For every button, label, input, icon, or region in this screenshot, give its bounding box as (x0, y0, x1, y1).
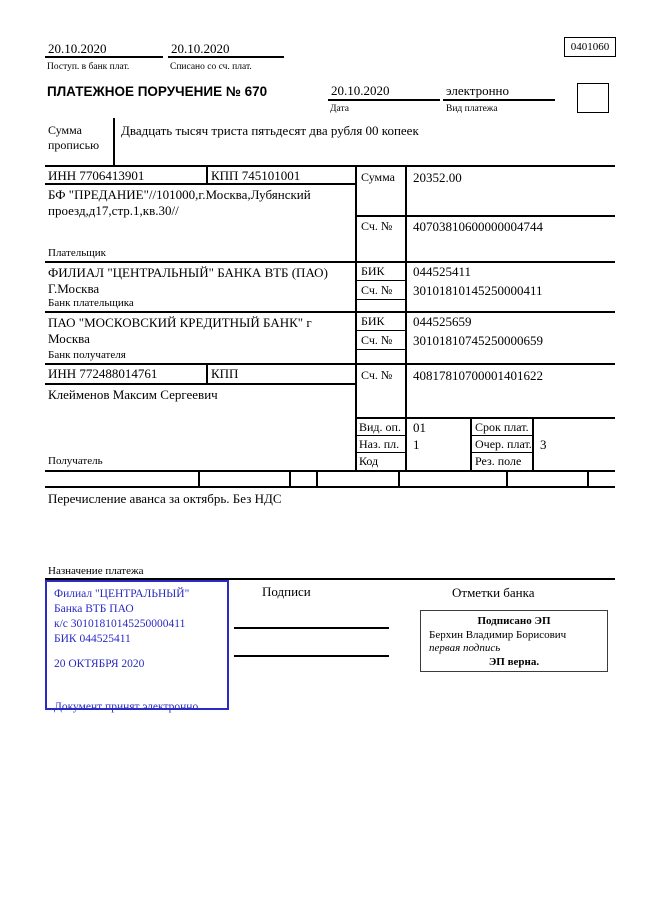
table-line (355, 417, 615, 419)
sum-value: 20352.00 (413, 170, 462, 185)
due-date-label: Срок плат. (475, 420, 529, 434)
document-title: ПЛАТЕЖНОЕ ПОРУЧЕНИЕ № 670 (47, 84, 268, 99)
tax-row-divider (587, 470, 589, 486)
debited-label: Списано со сч. плат. (170, 62, 252, 72)
payment-purpose-text: Перечисление аванса за октябрь. Без НДС (48, 491, 282, 506)
receiver-label: Получатель (48, 455, 103, 467)
payment-kind-underline (443, 99, 555, 101)
ep-verified: ЭП верна. (488, 655, 540, 668)
stamp-bank-name: Филиал "ЦЕНТРАЛЬНЫЙ" Банка ВТБ ПАО (54, 588, 190, 615)
payment-kind-label: Вид платежа (446, 104, 498, 114)
stamp-spacer (54, 647, 220, 657)
ep-signature-kind: первая подпись (429, 642, 501, 654)
debited-date-underline (168, 56, 284, 58)
table-divider (355, 165, 357, 470)
received-in-bank-label: Поступ. в банк плат. (47, 62, 130, 72)
table-line (355, 435, 405, 436)
receiver-account-label: Сч. № (361, 368, 393, 382)
ep-title: Подписано ЭП (477, 615, 551, 627)
receiver-bank-label: Банк получателя (48, 349, 126, 361)
payer-bank-label: Банк плательщика (48, 297, 134, 309)
amount-words-divider (113, 118, 115, 165)
table-divider (470, 417, 472, 470)
receiver-account-value: 40817810700001401622 (413, 368, 543, 383)
table-line (355, 215, 615, 217)
stamp-corr-account: к/с 30101810145250000411 (54, 618, 186, 630)
bank-acceptance-stamp (45, 580, 229, 713)
table-line (45, 165, 615, 167)
receiver-inn: ИНН 772488014761 (48, 366, 158, 381)
priority-value: 3 (540, 437, 547, 452)
amount-in-words-label: Сумма прописью (48, 123, 100, 152)
receiver-bank-bik-label: БИК (361, 314, 385, 328)
purpose-kind-value: 1 (413, 437, 420, 452)
tax-row-divider (289, 470, 291, 486)
tax-row-divider (198, 470, 200, 486)
stamp-note: Документ принят электронно (54, 701, 199, 713)
document-date-label: Дата (330, 104, 349, 114)
table-line (45, 486, 615, 488)
table-line (355, 349, 405, 350)
amount-in-words-value: Двадцать тысяч триста пятьдесят два рубля 00 копеек (121, 123, 419, 138)
payer-kpp: КПП 745101001 (211, 168, 301, 183)
receiver-kpp: КПП (211, 366, 239, 381)
receiver-bank-bik-value: 044525659 (413, 314, 472, 329)
table-line (355, 330, 405, 331)
table-line (45, 311, 615, 313)
payment-kind-value: электронно (446, 83, 510, 98)
document-date: 20.10.2020 (331, 83, 390, 98)
table-divider (532, 417, 534, 470)
payer-name: БФ "ПРЕДАНИЕ"//101000,г.Москва,Лубянский проезд,д17,стр.1,кв.30// (48, 187, 311, 218)
priority-label: Очер. плат. (475, 437, 532, 451)
table-line (45, 383, 355, 385)
reserve-field-label: Рез. поле (475, 454, 522, 468)
payer-bank-bik-label: БИК (361, 264, 385, 278)
payer-bank-name: ФИЛИАЛ "ЦЕНТРАЛЬНЫЙ" БАНКА ВТБ (ПАО) Г.Москва (48, 265, 328, 296)
receiver-bank-account-label: Сч. № (361, 333, 393, 347)
tax-row-divider (316, 470, 318, 486)
table-divider (405, 165, 407, 470)
table-line (45, 470, 615, 472)
payer-bank-bik-value: 044525411 (413, 264, 472, 279)
table-line (470, 452, 532, 453)
form-code-box: 0401060 (564, 37, 616, 57)
payer-label: Плательщик (48, 247, 106, 259)
stamp-spacer (54, 672, 220, 700)
received-date-underline (45, 56, 163, 58)
sum-label: Сумма (361, 170, 395, 184)
payment-purpose-label: Назначение платежа (48, 565, 144, 577)
payer-bank-account-value: 30101810145250000411 (413, 283, 543, 298)
payer-account-value: 40703810600000004744 (413, 219, 543, 234)
code-label: Код (359, 454, 379, 468)
payer-inn: ИНН 7706413901 (48, 168, 145, 183)
document-date-underline (328, 99, 440, 101)
table-line (355, 280, 405, 281)
op-kind-value: 01 (413, 420, 426, 435)
status-checkbox (577, 83, 609, 113)
bank-marks-label: Отметки банка (452, 585, 535, 600)
table-divider (206, 165, 208, 183)
signature-line (234, 627, 389, 629)
receiver-name: Клейменов Максим Сергеевич (48, 387, 218, 402)
electronic-signature-stamp (420, 610, 608, 672)
stamp-bik: БИК 044525411 (54, 633, 131, 645)
table-line (45, 261, 615, 263)
table-line (355, 299, 405, 300)
table-line (355, 452, 405, 453)
tax-row-divider (398, 470, 400, 486)
table-divider (206, 363, 208, 383)
receiver-bank-name: ПАО "МОСКОВСКИЙ КРЕДИТНЫЙ БАНК" г Москва (48, 315, 312, 346)
tax-row-divider (506, 470, 508, 486)
receiver-bank-account-value: 30101810745250000659 (413, 333, 543, 348)
stamp-date: 20 ОКТЯБРЯ 2020 (54, 658, 145, 670)
signature-line (234, 655, 389, 657)
payer-bank-account-label: Сч. № (361, 283, 393, 297)
debited-date: 20.10.2020 (171, 41, 230, 56)
payer-account-label: Сч. № (361, 219, 393, 233)
ep-signer: Берхин Владимир Борисович (429, 628, 567, 641)
received-in-bank-date: 20.10.2020 (48, 41, 107, 56)
purpose-kind-label: Наз. пл. (359, 437, 400, 451)
table-line (470, 435, 532, 436)
op-kind-label: Вид. оп. (359, 420, 401, 434)
table-line (45, 363, 615, 365)
signatures-label: Подписи (262, 584, 311, 599)
